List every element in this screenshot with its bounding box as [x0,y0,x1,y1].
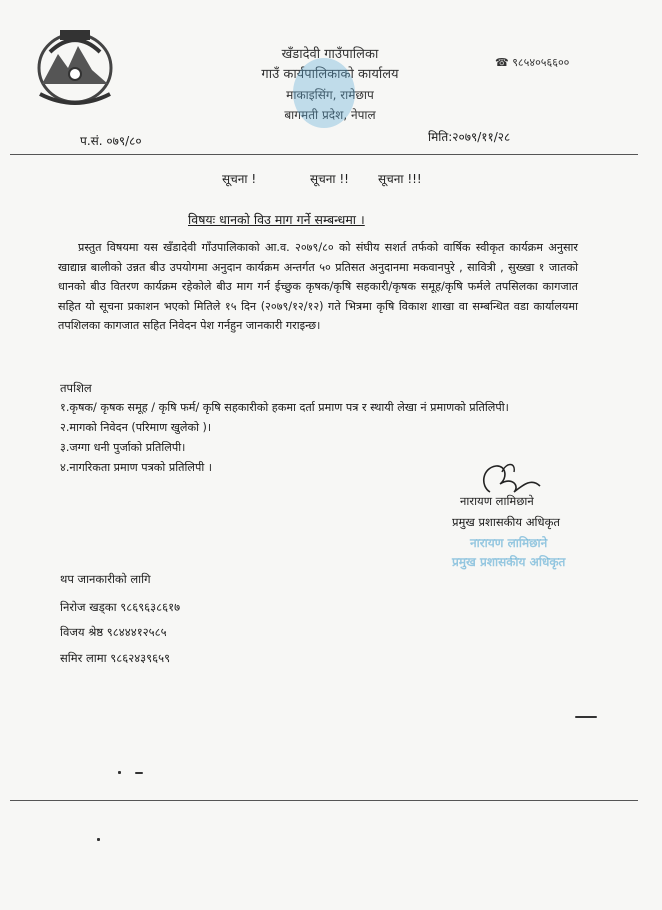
signatory-name: नारायण लामिछाने [460,494,534,508]
attachment-item: ४.नागरिकता प्रमाण पत्रको प्रतिलिपी । [60,461,213,474]
header-divider [10,154,638,155]
attachment-item: १.कृषक/ कृषक समूह / कृषि फर्म/ कृषि सहकारीको हकमा दर्ता प्रमाण पत्र र स्थायी लेखा नं प्रमाणको प्रतिलिपी। [60,401,509,414]
contact-entry: समिर लामा ९८६२४३९६५९ [60,651,171,665]
nepal-emblem-icon [30,24,120,108]
attachments-title: तपशिल [60,381,92,395]
issue-date: मिति:२०७९/११/२८ [428,130,511,144]
attachment-item: ३.जग्गा धनी पुर्जाको प्रतिलिपी। [60,441,186,454]
scan-speck [135,772,143,774]
attachment-item: २.मागको निवेदन (परिमाण खुलेको )। [60,421,212,434]
scan-speck [97,838,100,841]
contact-entry: विजय श्रेष्ठ ९८४४४१२५८५ [60,625,167,639]
phone-number: ☎ ९८५४०५६६०० [495,56,570,69]
footer-divider [10,800,638,801]
contacts-title: थप जानकारीको लागि [60,572,151,586]
signatory-title: प्रमुख प्रशासकीय अधिकृत [452,515,560,529]
office-province: बागमती प्रदेश, नेपाल [284,108,376,122]
notice-heading-1: सूचना ! [222,172,257,186]
round-stamp [293,58,355,128]
stamp-title: प्रमुख प्रशासकीय अधिकृत [452,555,566,569]
stamp-name: नारायण लामिछाने [470,536,548,550]
notice-heading-2: सूचना !! [310,172,349,186]
scan-speck [575,716,597,718]
scan-speck [118,771,121,774]
body-paragraph: प्रस्तुत विषयमा यस खँडादेवी गाँउपालिकाको आ.व. २०७९/८० को संघीय सशर्त तर्फको वार्षिक स्वीकृत कार्यक्रम अनुसार खाद्यान्न बालीको उन्नत बीउ उपयोगमा अनुदान कार्यक्रम अन्तर्गत ५० प्रतिसत अनुदानमा मकवानपुरे , सावित्री , सुख्खा १ जातको धानको बीउ वितरण कार्यक्रम रहेकोले बीउ माग गर्न ईच्छुक कृषक/कृषि सहकारी/कृषक समूह/कृषि फर्मले तपसिलका कागजात सहित यो सूचना प्रकाशन भएको मितिले १५ दिन (२०७९/१२/१२) गते भित्रमा कृषि विकाश शाखा वा सम्बन्धित वडा कार्यालयमा तपशिलका कागजात सहित निवेदन पेश गर्नहुन जानकारी गराइन्छ। [58,241,578,332]
subject-line: विषयः धानको विउ माग गर्ने सम्बन्धमा । [188,212,365,227]
notice-heading-3: सूचना !!! [378,172,422,186]
reference-number: प.सं. ०७९/८० [80,134,142,148]
office-name: खँडादेवी गाउँपालिका [281,47,379,62]
office-address: माकाइसिंग, रामेछाप [286,88,374,102]
office-subtitle: गाउँ कार्यपालिकाको कार्यालय [261,67,399,82]
contact-entry: निरोज खड्का ९८६९६३८६१७ [60,600,181,614]
